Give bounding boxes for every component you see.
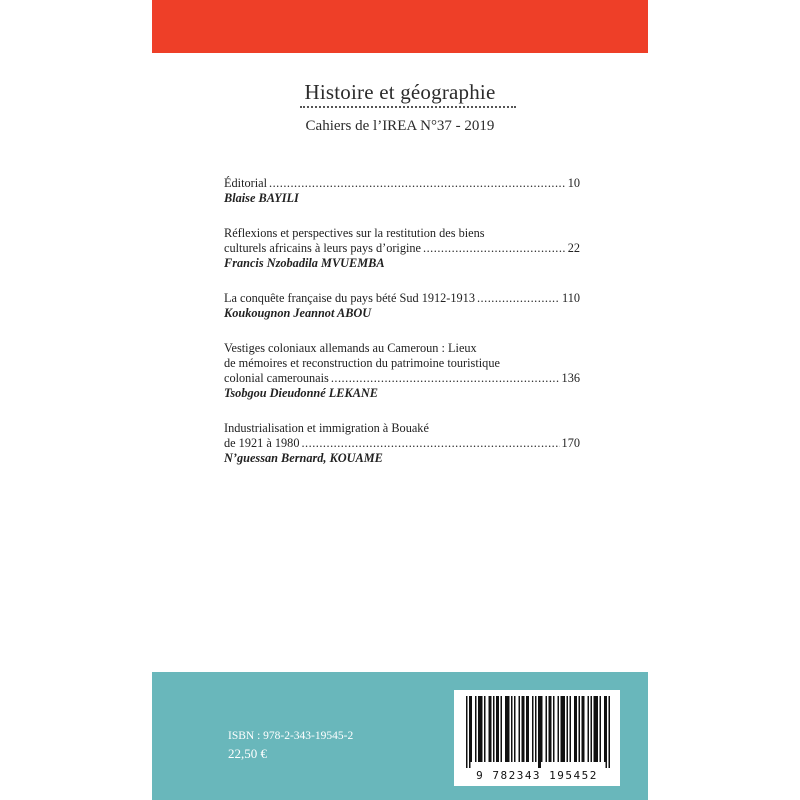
barcode-bar [523, 696, 525, 762]
toc-author: Koukougnon Jeannot ABOU [224, 306, 372, 320]
toc-line [224, 176, 580, 191]
barcode-bar [519, 696, 521, 762]
toc-line [224, 356, 580, 371]
barcode-bar [501, 696, 503, 762]
barcode-bar [496, 696, 498, 762]
toc-page-number: 10 [567, 176, 580, 190]
toc-line [224, 421, 580, 436]
series-title: Histoire et géographie [304, 80, 496, 104]
barcode-bar [558, 696, 560, 762]
dot-leader [269, 176, 566, 191]
barcode-bar [597, 696, 599, 762]
issue-subtitle: Cahiers de l’IREA N°37 - 2019 [305, 118, 495, 134]
toc-page-number: 170 [561, 436, 580, 450]
barcode-bar [600, 696, 602, 762]
toc-line [224, 291, 580, 306]
barcode-bar [511, 696, 513, 762]
barcode-bar [609, 696, 611, 768]
toc-author: Francis Nzobadila MVUEMBA [224, 256, 385, 270]
toc-title-text: Industrialisation et immigration à Bouaké [224, 421, 429, 435]
barcode-bar [604, 696, 606, 762]
toc-page-number: 22 [567, 241, 580, 255]
barcode-bar [489, 696, 491, 762]
barcode-bar [595, 696, 597, 762]
barcode-bar [505, 696, 507, 762]
toc-title-text: de mémoires et reconstruction du patrimoine touristique [224, 356, 500, 370]
barcode-bar [579, 696, 581, 762]
toc-line [224, 436, 580, 451]
dot-leader [477, 291, 560, 306]
toc-author: Tsobgou Dieudonné LEKANE [224, 386, 378, 400]
barcode-bar [493, 696, 495, 762]
toc-line [224, 371, 580, 386]
toc-page-number: 136 [561, 371, 580, 385]
barcode-bar [591, 696, 593, 762]
barcode-bar [594, 696, 596, 762]
barcode-bar [546, 696, 548, 762]
barcode-bar [498, 696, 500, 762]
barcode-bar [466, 696, 468, 768]
barcode-bar [507, 696, 509, 762]
barcode-bar [508, 696, 510, 762]
barcode-bar [583, 696, 585, 762]
toc-title-text: Éditorial [224, 176, 268, 190]
table-of-contents [224, 176, 580, 486]
toc-title-text: Réflexions et perspectives sur la restitution des biens [224, 226, 485, 240]
book-back-cover [152, 0, 648, 800]
barcode-bar [582, 696, 584, 762]
toc-entry [224, 341, 580, 401]
barcode-bar [570, 696, 572, 762]
bottom-color-band [152, 672, 648, 800]
toc-entry [224, 421, 580, 466]
barcode-bar [550, 696, 552, 762]
barcode-bar [471, 696, 473, 762]
barcode-bar [553, 696, 555, 762]
isbn-text: ISBN : 978-2-343-19545-2 [228, 730, 354, 742]
barcode-bar [528, 696, 530, 762]
barcode-bar [541, 696, 543, 762]
dot-leader [331, 371, 560, 386]
barcode-bar [484, 696, 486, 762]
barcode-bar [490, 696, 492, 762]
toc-title-text: colonial camerounais [224, 371, 329, 385]
barcode-bar [478, 696, 480, 762]
top-color-band [152, 0, 648, 53]
barcode-bar [576, 696, 578, 762]
toc-line [224, 241, 580, 256]
toc-line [224, 341, 580, 356]
barcode-bar [588, 696, 590, 762]
toc-title-text: Vestiges coloniaux allemands au Cameroun : Lieux [224, 341, 477, 355]
barcode-bar [481, 696, 483, 762]
barcode-bar [475, 696, 477, 762]
toc-title-text: de 1921 à 1980 [224, 436, 300, 450]
barcode [454, 690, 620, 786]
toc-entry [224, 291, 580, 321]
barcode-number: 9 782343 195452 [476, 769, 598, 782]
barcode-bar [564, 696, 566, 762]
barcode-bar [540, 696, 542, 768]
barcode-bar [562, 696, 564, 762]
barcode-bar [574, 696, 576, 762]
barcode-bar [532, 696, 534, 762]
barcode-bar [514, 696, 516, 762]
barcode-bars [454, 690, 620, 770]
barcode-bar [535, 696, 537, 762]
dot-leader [301, 436, 559, 451]
toc-title-text: culturels africains à leurs pays d’origine [224, 241, 422, 255]
toc-author: N’guessan Bernard, KOUAME [224, 451, 383, 465]
price-text: 22,50 € [228, 746, 267, 761]
toc-entry [224, 176, 580, 206]
barcode-bar [549, 696, 551, 762]
barcode-bar [469, 696, 471, 768]
toc-title-text: La conquête française du pays bété Sud 1912-1913 [224, 291, 475, 305]
toc-entry [224, 226, 580, 271]
toc-author: Blaise BAYILI [224, 191, 299, 205]
toc-line [224, 226, 580, 241]
barcode-bar [561, 696, 563, 762]
toc-page-number: 110 [562, 291, 580, 305]
barcode-bar [567, 696, 569, 762]
dot-leader [423, 241, 566, 256]
barcode-bar [480, 696, 482, 762]
barcode-bar [538, 696, 540, 768]
barcode-bar [606, 696, 608, 768]
barcode-bar [526, 696, 528, 762]
dotted-divider [300, 106, 516, 108]
barcode-bar [522, 696, 524, 762]
